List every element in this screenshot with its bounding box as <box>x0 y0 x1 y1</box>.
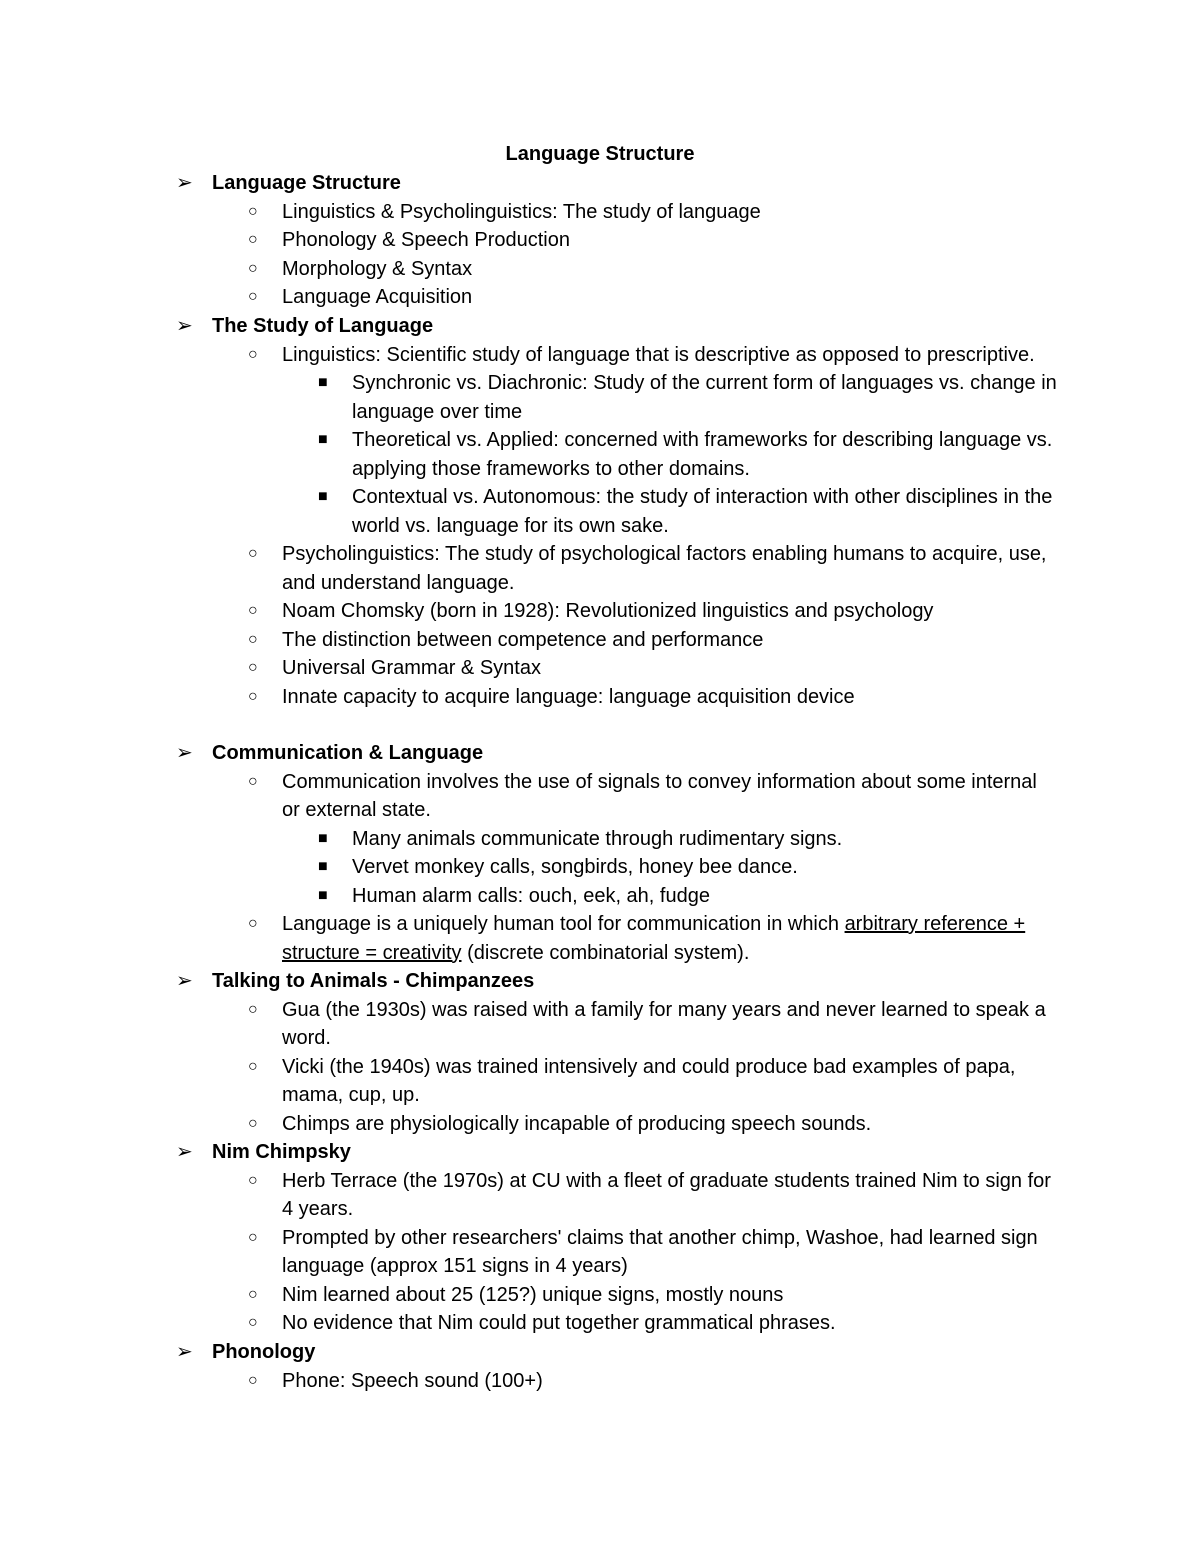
item-text: Universal Grammar & Syntax <box>282 657 541 679</box>
list-item <box>0 540 1057 597</box>
square-bullet-icon: ■ <box>318 374 328 391</box>
circle-bullet-icon: ○ <box>248 1285 258 1303</box>
sub-list-item <box>0 825 1057 854</box>
heading-text: Nim Chimpsky <box>212 1141 351 1163</box>
subitem-text: Contextual vs. Autonomous: the study of interaction with other disciplines in the world vs. language for its own sake. <box>352 486 1053 537</box>
circle-bullet-icon: ○ <box>248 915 258 932</box>
circle-bullet-icon: ○ <box>248 1057 258 1075</box>
circle-bullet-icon: ○ <box>248 602 258 619</box>
square-bullet-icon: ■ <box>318 431 328 448</box>
item-text: Nim learned about 25 (125?) unique signs, mostly nouns <box>282 1283 784 1306</box>
subitem-text: Many animals communicate through rudimentary signs. <box>352 827 843 850</box>
list-item <box>0 1167 1057 1224</box>
circle-bullet-icon: ○ <box>248 1171 258 1189</box>
circle-bullet-icon: ○ <box>248 659 258 676</box>
section-nim-chimpsky <box>0 1138 1200 1338</box>
list-item <box>0 1053 1057 1110</box>
circle-bullet-icon: ○ <box>248 687 258 705</box>
circle-bullet-icon: ○ <box>248 288 258 305</box>
arrow-bullet-icon: ➢ <box>176 1141 193 1163</box>
section-phonology <box>0 1338 1200 1395</box>
section-language-structure <box>0 169 1200 312</box>
item-text-start: Language is a uniquely human tool for communication in which <box>282 913 845 935</box>
heading-text: Talking to Animals - Chimpanzees <box>212 970 535 992</box>
list-item <box>0 1224 1057 1281</box>
item-text-end: (discrete combinatorial system). <box>461 941 750 964</box>
section-heading <box>0 739 1200 768</box>
section-communication-language <box>0 739 1200 967</box>
circle-bullet-icon: ○ <box>248 202 258 220</box>
section-heading <box>0 967 1200 996</box>
list-item <box>0 683 1057 712</box>
item-text: Noam Chomsky (born in 1928): Revolutionized linguistics and psychology <box>282 600 934 622</box>
sub-list-item <box>0 882 1057 911</box>
section-study-of-language <box>0 312 1200 711</box>
document-title: Language Structure <box>505 143 695 165</box>
square-bullet-icon: ■ <box>318 858 328 875</box>
heading-text: Language Structure <box>212 172 401 194</box>
section-talking-to-animals <box>0 967 1200 1138</box>
item-text: Chimps are physiologically incapable of producing speech sounds. <box>282 1112 872 1135</box>
square-bullet-icon: ■ <box>318 829 328 847</box>
arrow-bullet-icon: ➢ <box>176 315 193 337</box>
arrow-bullet-icon: ➢ <box>176 970 193 992</box>
list-item <box>0 1110 1057 1139</box>
item-text: Communication involves the use of signals to convey information about some internal or external state. <box>282 770 1037 821</box>
section-heading <box>0 1338 1200 1367</box>
list-item <box>0 341 1057 370</box>
subitem-text: Vervet monkey calls, songbirds, honey bee dance. <box>352 856 798 878</box>
sub-list-item <box>0 483 1057 540</box>
list-item <box>0 1367 1057 1396</box>
list-item <box>0 255 1057 284</box>
item-text: Morphology & Syntax <box>282 257 473 280</box>
item-text: Linguistics & Psycholinguistics: The study of language <box>282 200 761 223</box>
circle-bullet-icon: ○ <box>248 545 258 562</box>
circle-bullet-icon: ○ <box>248 345 258 363</box>
subitem-text: Theoretical vs. Applied: concerned with frameworks for describing language vs. applying those frameworks to other domains. <box>352 429 1053 480</box>
item-text: No evidence that Nim could put together grammatical phrases. <box>282 1312 836 1334</box>
item-text: Phone: Speech sound (100+) <box>282 1369 543 1392</box>
heading-text: The Study of Language <box>212 315 434 337</box>
sub-list-item <box>0 853 1057 882</box>
underlined-phrase: arbitrary reference + structure = creativity <box>282 913 1026 964</box>
circle-bullet-icon: ○ <box>248 1314 258 1331</box>
list-item <box>0 198 1057 227</box>
item-text: Innate capacity to acquire language: language acquisition device <box>282 685 855 708</box>
list-item <box>0 654 1057 683</box>
item-text: Psycholinguistics: The study of psychological factors enabling humans to acquire, use, and understand language. <box>282 543 1047 594</box>
list-item <box>0 597 1057 626</box>
arrow-bullet-icon: ➢ <box>176 742 193 764</box>
circle-bullet-icon: ○ <box>248 1000 258 1018</box>
circle-bullet-icon: ○ <box>248 259 258 277</box>
list-item <box>0 226 1057 255</box>
list-item <box>0 1281 1057 1310</box>
arrow-bullet-icon: ➢ <box>176 1341 193 1363</box>
heading-text: Phonology <box>212 1341 316 1363</box>
square-bullet-icon: ■ <box>318 886 328 904</box>
square-bullet-icon: ■ <box>318 488 328 505</box>
item-text: Linguistics: Scientific study of language that is descriptive as opposed to prescriptive. <box>282 343 1035 366</box>
heading-text: Communication & Language <box>212 742 484 764</box>
list-item <box>0 1309 1057 1338</box>
item-text: Vicki (the 1940s) was trained intensively and could produce bad examples of papa, mama, cup, up. <box>282 1055 1016 1106</box>
sub-list-item <box>0 369 1057 426</box>
section-heading <box>0 312 1200 341</box>
circle-bullet-icon: ○ <box>248 772 258 790</box>
circle-bullet-icon: ○ <box>248 1371 258 1389</box>
item-text: Phonology & Speech Production <box>282 229 570 251</box>
item-text: Herb Terrace (the 1970s) at CU with a fleet of graduate students trained Nim to sign for 4 years. <box>282 1169 1051 1220</box>
circle-bullet-icon: ○ <box>248 231 258 248</box>
list-item <box>0 910 1057 967</box>
sub-list-item <box>0 426 1057 483</box>
subitem-text: Synchronic vs. Diachronic: Study of the current form of languages vs. change in language over time <box>352 372 1057 423</box>
circle-bullet-icon: ○ <box>248 1228 258 1246</box>
list-item <box>0 626 1057 655</box>
section-heading <box>0 1138 1200 1167</box>
list-item <box>0 283 1057 312</box>
list-item <box>0 768 1057 825</box>
subitem-text: Human alarm calls: ouch, eek, ah, fudge <box>352 884 710 907</box>
list-item <box>0 996 1057 1053</box>
circle-bullet-icon: ○ <box>248 1114 258 1132</box>
section-heading <box>0 169 1200 198</box>
circle-bullet-icon: ○ <box>248 630 258 648</box>
arrow-bullet-icon: ➢ <box>176 172 193 194</box>
item-text: The distinction between competence and performance <box>282 628 764 651</box>
item-text: Prompted by other researchers' claims that another chimp, Washoe, had learned sign language (approx 151 signs in 4 years) <box>282 1226 1038 1277</box>
item-text: Language Acquisition <box>282 286 473 308</box>
item-text: Gua (the 1930s) was raised with a family for many years and never learned to speak a word. <box>282 998 1046 1049</box>
